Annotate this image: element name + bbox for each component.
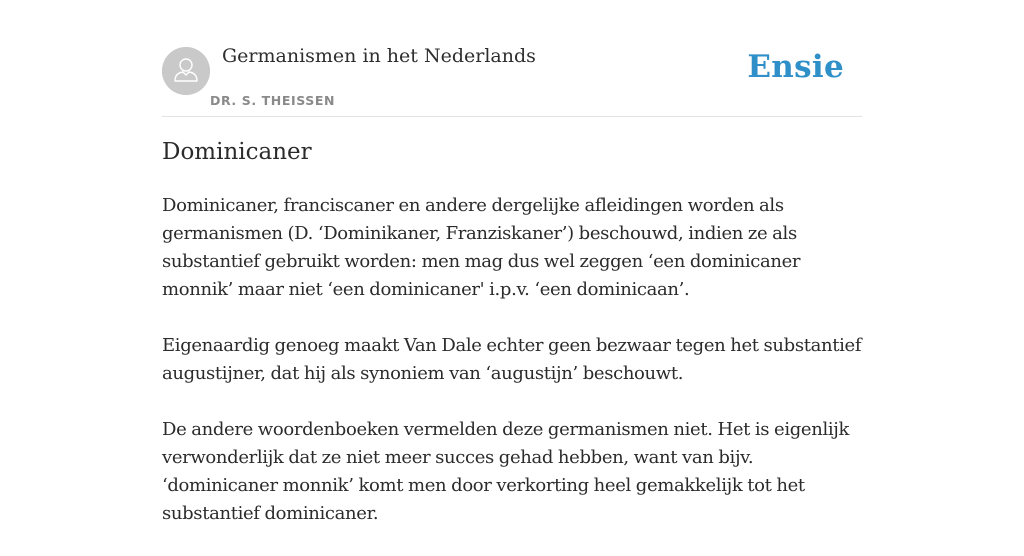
page (162, 0, 862, 524)
author-name[interactable]: DR. S. THEISSEN (210, 93, 336, 108)
paragraph: Dominicaner, franciscaner en andere dergelijke afleidingen worden als germanismen (D. ‘Dominikaner, Franziskaner’) beschouwd, indien ze als substantief gebruikt worden: men mag dus wel zeggen ‘een dominicaner monnik’ maar niet ‘een dominicaner' i.p.v. ‘een dominicaan’. (162, 195, 801, 300)
user-avatar-icon[interactable] (162, 47, 210, 95)
header (162, 0, 862, 117)
book-title[interactable]: Germanismen in het Nederlands (222, 45, 536, 67)
paragraph: Eigenaardig genoeg maakt Van Dale echter geen bezwaar tegen het substantief augustijner, dat hij als synoniem van ‘augustijn’ beschouwt. (162, 335, 862, 384)
entry-title: Dominicaner (162, 139, 312, 165)
entry-body (162, 192, 862, 556)
brand-logo[interactable]: Ensie (747, 49, 844, 85)
paragraph: De andere woordenboeken vermelden deze germanismen niet. Het is eigenlijk verwonderlijk dat ze niet meer succes gehad hebben, want van bijv. ‘dominicaner monnik’ komt men door verkorting heel gemakkelijk tot het substantief dominicaner. (162, 419, 850, 524)
